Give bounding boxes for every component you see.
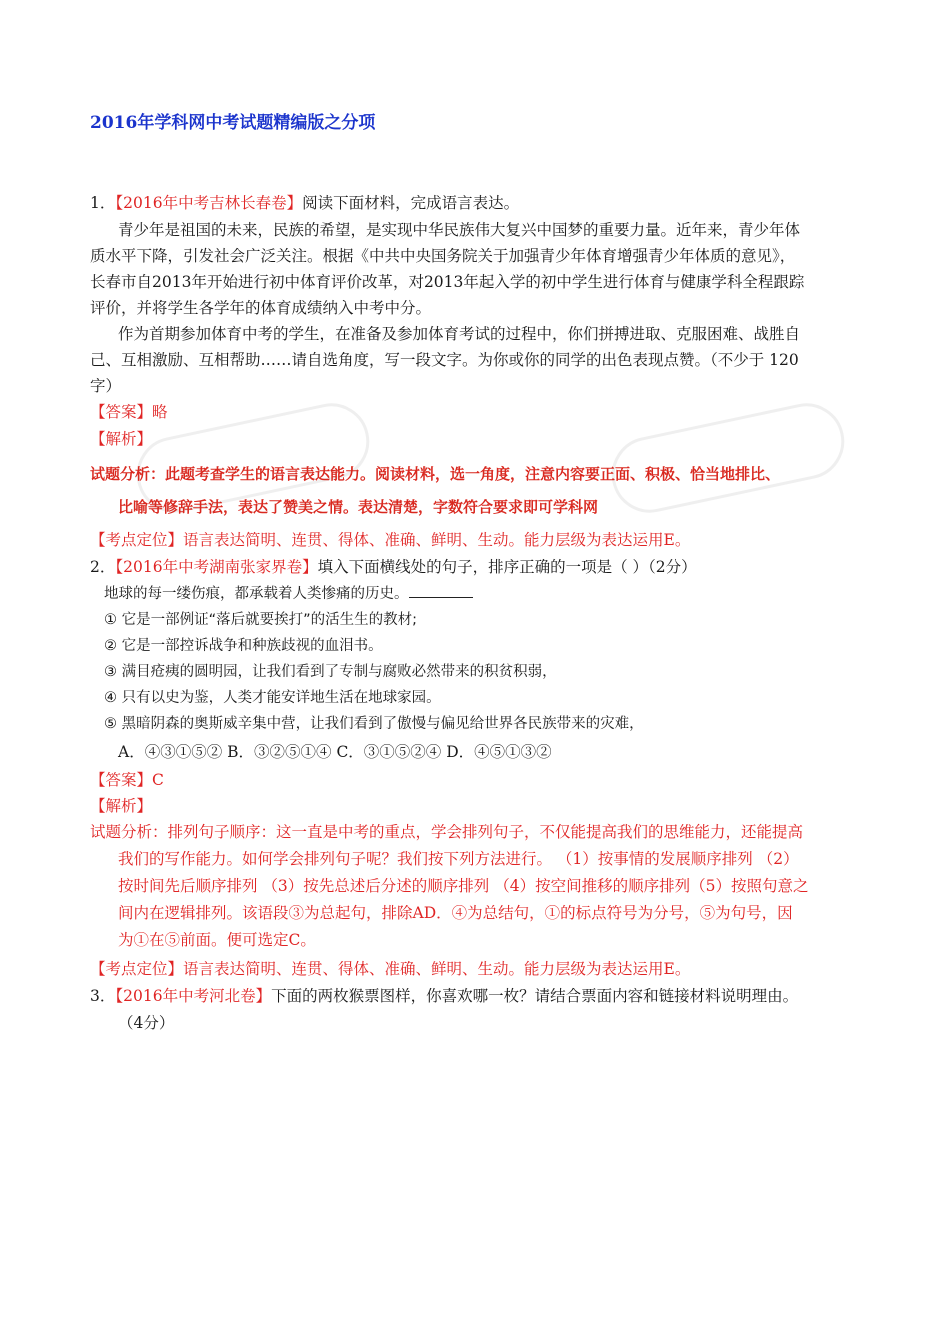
answer-tag: 【答案】 [90,771,153,789]
paragraph-line: 质水平下降，引发社会广泛关注。根据《中共中央国务院关于加强青少年体育增强青少年体质的意见》， [90,247,796,265]
key-point-text: 语言表达简明、连贯、得体、准确、鲜明、生动。能力层级为表达运用E。 [183,960,691,978]
answer-line [90,399,168,425]
list-item: ③ 满目疮痍的圆明园，让我们看到了专制与腐败必然带来的积贫积弱， [104,664,557,680]
answer-line [90,767,164,793]
key-point-line [90,527,690,553]
question-score: （4分） [118,1014,175,1032]
lead-sentence [104,581,473,607]
key-point-text: 语言表达简明、连贯、得体、准确、鲜明、生动。能力层级为表达运用E。 [183,531,691,549]
analysis-line: 为①在⑤前面。便可选定C。 [118,931,316,949]
question-number: 3． [90,987,116,1005]
question-number: 1． [90,194,116,212]
question-stem: 阅读下面材料，完成语言表达。 [302,194,520,212]
answer-options: A．④③①⑤② B．③②⑤①④ C．③①⑤②④ D．④⑤①③② [118,743,552,761]
analysis-line: 按时间先后顺序排列 （3）按先总述后分述的顺序排列 （4）按空间推移的顺序排列（5）按照句意之 [118,877,809,895]
key-point-line [90,956,690,982]
fill-blank[interactable] [409,581,473,598]
list-item: ② 它是一部控诉战争和种族歧视的血泪书。 [104,638,383,654]
key-point-tag: 【考点定位】 [90,531,184,549]
list-item: ④ 只有以史为鉴，人类才能安详地生活在地球家园。 [104,690,441,706]
paragraph-line: 长春市自2013年开始进行初中体育评价改革，对2013年起入学的初中学生进行体育与健康学科全程跟踪 [90,273,805,291]
watermark-stamp-right [605,396,852,519]
analysis-line: 比喻等修辞手法，表达了赞美之情。表达清楚，字数符合要求即可学科网 [118,498,599,516]
list-item: ① 它是一部例证“落后就要挨打”的活生生的教材; [104,612,418,628]
paragraph-line: 作为首期参加体育中考的学生，在准备及参加体育考试的过程中，你们拼搏进取、克服困难、战胜自 [118,325,801,343]
analysis-line: 我们的写作能力。如何学会排列句子呢？我们按下列方法进行。 （1）按事情的发展顺序排列 （2） [118,850,799,868]
answer-tag: 【答案】 [90,403,153,421]
question-stem: 下面的两枚猴票图样，你喜欢哪一枚？请结合票面内容和链接材料说明理由。 [271,987,799,1005]
question-2-header [90,554,697,580]
analysis-line: 试题分析：此题考查学生的语言表达能力。阅读材料，选一角度，注意内容要正面、积极、恰当地排比、 [90,465,781,483]
question-number: 2． [90,558,116,576]
paragraph-line: 评价，并将学生各学年的体育成绩纳入中考中分。 [90,299,432,317]
paragraph-line: 己、互相激励、互相帮助……请自选角度，写一段文字。为你或你的同学的出色表现点赞。（不少于 120 [90,351,799,369]
page-title: 2016年学科网中考试题精编版之分项 [90,113,376,133]
question-stem: 填入下面横线处的句子，排序正确的一项是（ ）（2分） [317,558,697,576]
list-item: ⑤ 黑暗阴森的奥斯威辛集中营，让我们看到了傲慢与偏见给世界各民族带来的灾难， [104,716,644,732]
analysis-line: 试题分析：排列句子顺序：这一直是中考的重点，学会排列句子，不仅能提高我们的思维能力，还能提高 [90,823,804,841]
answer-text: C [152,771,164,789]
question-1-header [90,190,519,216]
lead-text: 地球的每一缕伤痕，都承载着人类惨痛的历史。 [104,586,409,602]
question-3-header [90,983,798,1009]
answer-text: 略 [152,403,168,421]
question-source-tag: 【2016年中考河北卷】 [115,987,272,1005]
analysis-line: 间内在逻辑排列。该语段③为总起句，排除AD．④为总结句，①的标点符号为分号，⑤为句号，因 [118,904,793,922]
question-source-tag: 【2016年中考湖南张家界卷】 [115,558,318,576]
paragraph-line: 字） [90,377,122,395]
analysis-tag: 【解析】 [90,797,153,815]
paragraph-line: 青少年是祖国的未来，民族的希望，是实现中华民族伟大复兴中国梦的重要力量。近年来，青少年体 [118,221,801,239]
analysis-tag: 【解析】 [90,430,153,448]
key-point-tag: 【考点定位】 [90,960,184,978]
question-source-tag: 【2016年中考吉林长春卷】 [115,194,303,212]
